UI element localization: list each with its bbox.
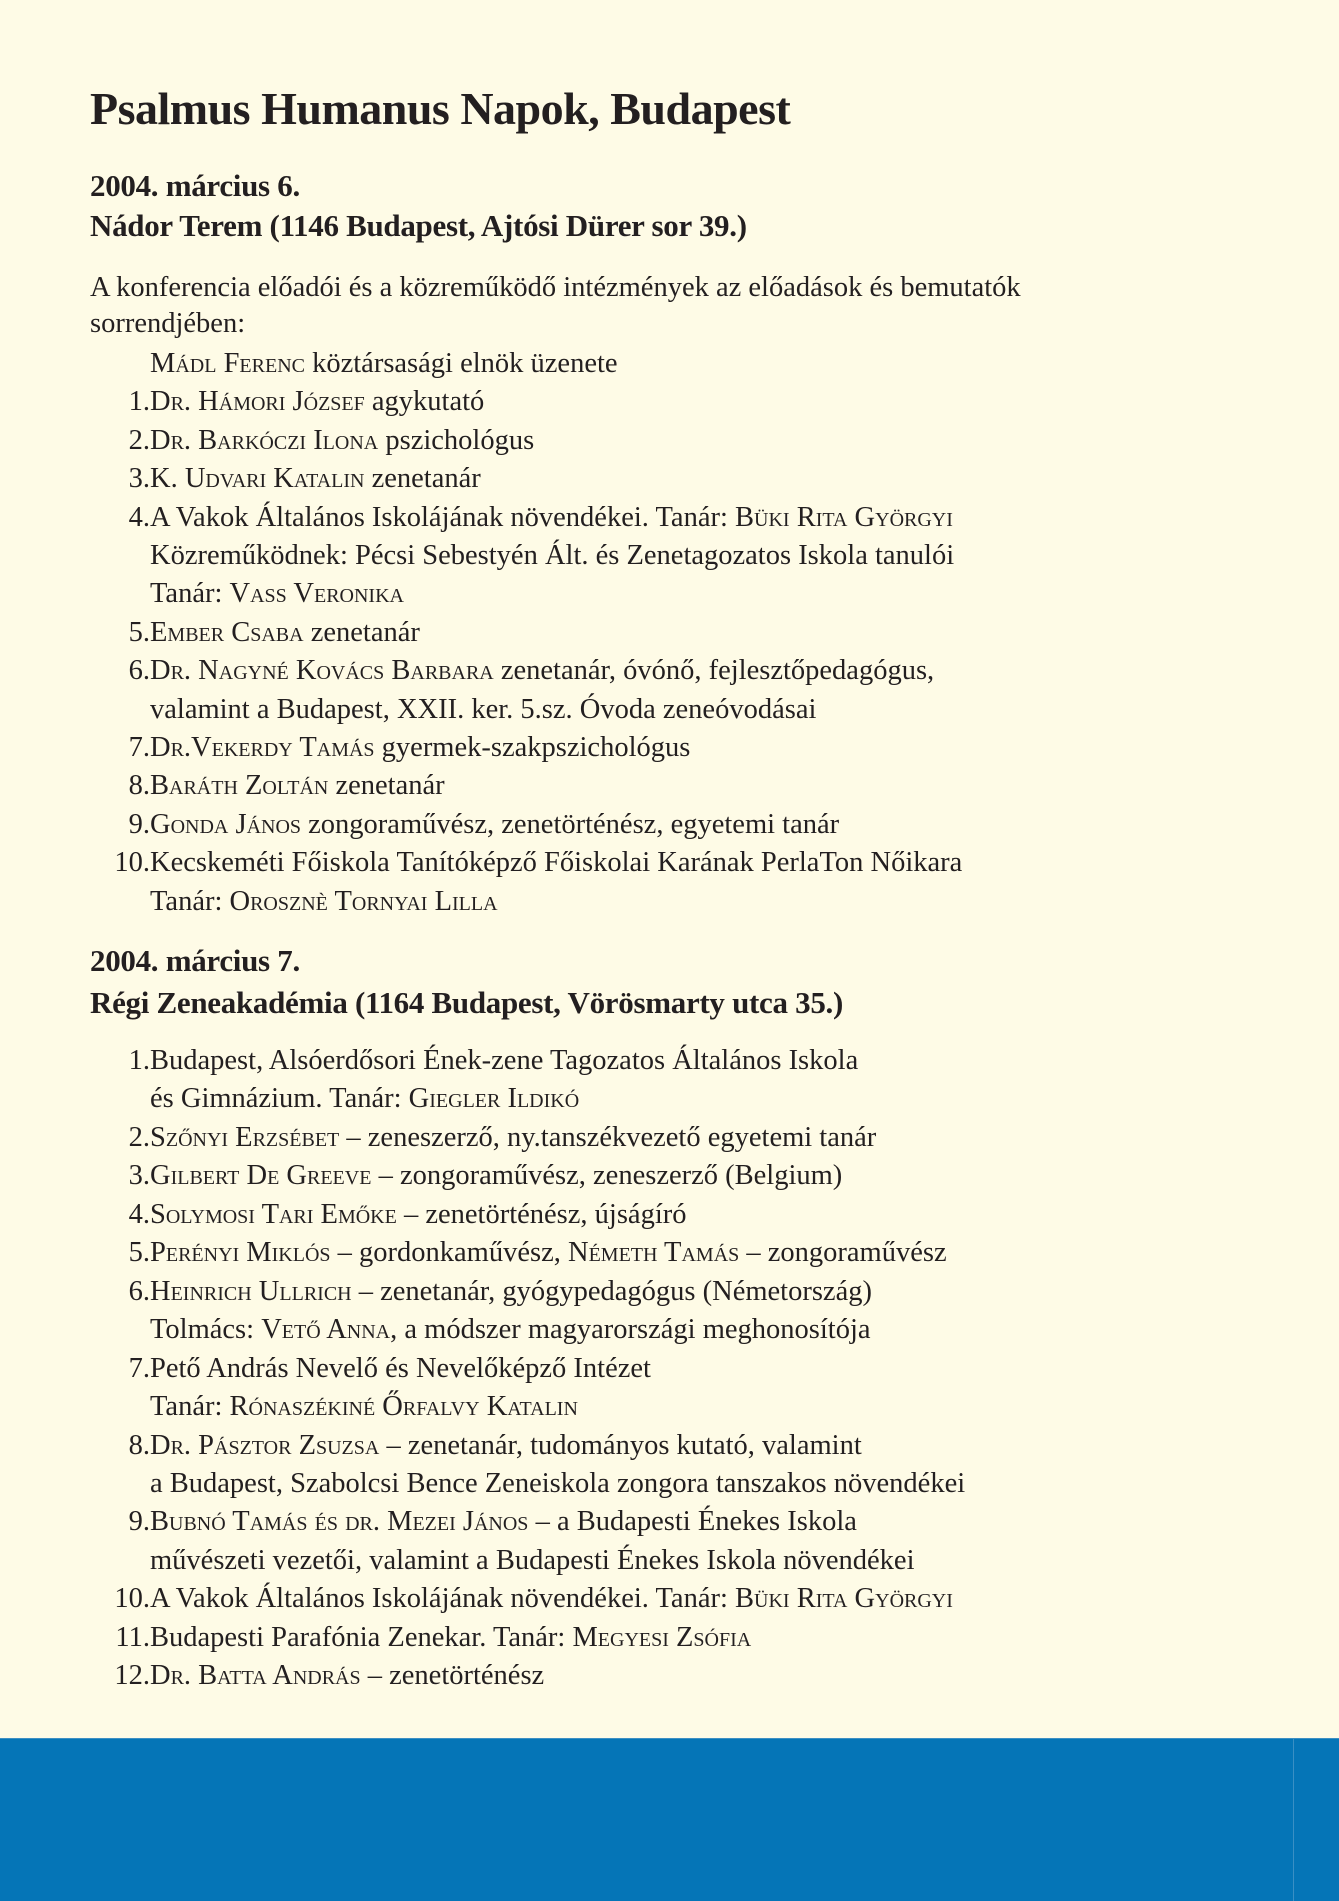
item-description: pszichológus <box>378 424 535 456</box>
person-name: Rónaszékiné Őrfalvy Katalin <box>229 1391 578 1423</box>
program-line <box>0 1158 1339 1194</box>
item-number: 12. <box>114 1660 150 1692</box>
item-description: zenetanár <box>364 463 481 495</box>
day1-date: 2004. március 6. <box>90 168 300 203</box>
person-name: Heinrich Ullrich <box>150 1275 352 1307</box>
item-description: – zongoraművész, zeneszerző (Belgium) <box>371 1160 843 1192</box>
item-description: Tolmács: <box>150 1314 262 1346</box>
person-name: Megyesi Zsófia <box>572 1621 752 1653</box>
program-line <box>0 500 1339 536</box>
person-name: Giegler Ildikó <box>408 1083 580 1115</box>
day2-venue: Régi Zeneakadémia (1164 Budapest, Vörösmarty utca 35.) <box>90 985 844 1020</box>
person-name: Dr. Pásztor Zsuzsa <box>150 1429 380 1461</box>
item-number: 4. <box>128 501 150 533</box>
item-text <box>150 576 404 612</box>
item-number: 8. <box>128 1429 150 1461</box>
item-text <box>150 1235 947 1271</box>
program-line <box>0 615 1339 651</box>
person-name: Büki Rita Györgyi <box>735 1583 953 1615</box>
item-description: A Vakok Általános Iskolájának növendékei. Tanár: <box>150 1583 736 1615</box>
item-text <box>150 1658 544 1694</box>
item-text <box>150 1081 579 1117</box>
program-line <box>0 1504 1339 1540</box>
item-description: – zenetörténész, újságíró <box>396 1198 687 1230</box>
item-number: 6. <box>128 655 150 687</box>
item-text <box>150 384 484 420</box>
person-name: Vass Veronika <box>229 578 404 610</box>
item-number: 1. <box>128 386 150 418</box>
item-description: – zenetanár, gyógypedagógus (Németország) <box>351 1275 872 1307</box>
day2-date: 2004. március 7. <box>90 943 300 978</box>
item-description: zenetanár, óvónő, fejlesztőpedagógus, <box>493 655 935 687</box>
program-line <box>0 1197 1339 1233</box>
program-line <box>0 807 1339 843</box>
item-description: Pető András Nevelő és Nevelőképző Intézet <box>150 1352 651 1384</box>
item-text <box>150 845 962 881</box>
program-line <box>0 1466 1339 1502</box>
item-number: 10. <box>114 1583 150 1615</box>
item-number: 4. <box>128 1198 150 1230</box>
person-name: Vető Anna <box>261 1314 391 1346</box>
item-number: 2. <box>128 424 150 456</box>
item-description: zenetanár <box>328 770 445 802</box>
person-name: Solymosi Tari Emőke <box>150 1198 397 1230</box>
item-text <box>150 653 934 689</box>
item-description: – gordonkaművész, <box>330 1237 568 1269</box>
person-name: Büki Rita Györgyi <box>735 501 953 533</box>
item-description: valamint a Budapest, XXII. ker. 5.sz. Óvoda zeneóvodásai <box>150 693 817 725</box>
person-name: Dr.Vekerdy Tamás <box>150 732 375 763</box>
item-text <box>150 423 534 459</box>
program-line <box>0 884 1339 920</box>
person-name: Dr. Nagyné Kovács Barbara <box>150 655 494 687</box>
item-text <box>150 1543 915 1579</box>
item-text <box>150 1120 876 1156</box>
item-description: – a Budapesti Énekes Iskola <box>528 1506 857 1538</box>
item-number: 7. <box>128 732 150 763</box>
program-line <box>0 1389 1339 1425</box>
item-number: 8. <box>128 770 150 802</box>
item-description: – zeneszerző, ny.tanszékvezető egyetemi tanár <box>339 1121 877 1153</box>
item-text <box>150 1389 578 1425</box>
item-text <box>150 807 839 843</box>
item-number: 5. <box>128 616 150 648</box>
program-line <box>0 1428 1339 1464</box>
item-description: – zenetörténész <box>360 1660 545 1692</box>
person-name: Dr. Barkóczi Ilona <box>150 424 379 456</box>
person-name: Baráth Zoltán <box>150 770 329 802</box>
item-text <box>150 1581 953 1617</box>
item-description: – zongoraművész <box>739 1237 947 1269</box>
person-name: Szőnyi Erzsébet <box>150 1121 340 1153</box>
program-line <box>0 1351 1339 1387</box>
item-number: 10. <box>114 847 150 879</box>
page-title: Psalmus Humanus Napok, Budapest <box>90 83 791 134</box>
item-text <box>150 1428 862 1464</box>
band-divider <box>1293 1739 1294 1901</box>
program-line <box>0 1235 1339 1271</box>
item-description: A Vakok Általános Iskolájának növendékei. Tanár: <box>150 501 736 533</box>
program-line <box>0 1274 1339 1310</box>
item-text <box>150 730 690 766</box>
item-number: 11. <box>115 1621 150 1653</box>
program-line <box>0 538 1339 574</box>
program-line <box>0 1043 1339 1079</box>
program-line <box>0 1658 1339 1694</box>
person-name: Ember Csaba <box>150 616 304 648</box>
item-description: – zenetanár, tudományos kutató, valamint <box>379 1429 862 1461</box>
item-description: művészeti vezetői, valamint a Budapesti Énekes Iskola növendékei <box>150 1544 915 1576</box>
program-line <box>0 1620 1339 1656</box>
person-name: Mádl Ferenc <box>150 348 305 379</box>
item-text <box>150 346 618 382</box>
item-text <box>150 768 445 804</box>
item-number: 3. <box>128 1160 150 1192</box>
item-text <box>150 884 498 920</box>
item-description: zenetanár <box>303 616 420 648</box>
person-name: Perényi Miklós <box>150 1237 331 1269</box>
item-text <box>150 1351 651 1387</box>
item-number: 9. <box>128 808 150 840</box>
program-line <box>0 1543 1339 1579</box>
item-text <box>150 500 953 536</box>
program-line <box>0 692 1339 728</box>
person-name: K. Udvari Katalin <box>150 463 365 495</box>
item-number: 6. <box>128 1275 150 1307</box>
item-number: 3. <box>128 463 150 495</box>
program-line <box>0 1312 1339 1348</box>
item-description: Budapesti Parafónia Zenekar. Tanár: <box>150 1621 573 1653</box>
day1-venue: Nádor Terem (1146 Budapest, Ajtósi Dürer sor 39.) <box>90 208 747 243</box>
program-line <box>0 730 1339 766</box>
program-line <box>0 423 1339 459</box>
item-text <box>150 461 481 497</box>
program-line <box>0 384 1339 420</box>
item-description: gyermek-szakpszichológus <box>374 732 691 763</box>
person-name: Németh Tamás <box>567 1237 740 1269</box>
item-text <box>150 1504 857 1540</box>
item-number: 1. <box>128 1045 150 1076</box>
item-text <box>150 615 420 651</box>
item-text <box>150 1158 842 1194</box>
item-number: 2. <box>128 1121 150 1153</box>
item-description: Kecskeméti Főiskola Tanítóképző Főiskolai Karának PerlaTon Nőikara <box>150 847 963 879</box>
person-name: Gonda János <box>150 808 302 840</box>
person-name: Dr. Hámori József <box>150 386 365 418</box>
item-text <box>150 1312 871 1348</box>
intro-line: A konferencia előadói és a közreműködő intézmények az előadások és bemutatók <box>90 272 1021 303</box>
program-line <box>0 576 1339 612</box>
item-text <box>150 1620 751 1656</box>
item-description: Budapest, Alsóerdősori Ének-zene Tagozatos Általános Iskola <box>150 1045 859 1076</box>
intro-line: sorrendjében: <box>90 308 246 339</box>
program-line <box>0 1120 1339 1156</box>
item-text <box>150 1274 872 1310</box>
program-line <box>0 1581 1339 1617</box>
program-line <box>0 653 1339 689</box>
person-name: Dr. Batta András <box>150 1660 361 1692</box>
item-number: 5. <box>128 1237 150 1269</box>
item-text <box>150 1043 858 1079</box>
item-description: Közreműködnek: Pécsi Sebestyén Ált. és Zenetagozatos Iskola tanulói <box>150 540 955 571</box>
program-line <box>0 461 1339 497</box>
item-description: Tanár: <box>150 578 230 610</box>
item-text <box>150 1197 687 1233</box>
person-name: Gilbert De Greeve <box>150 1160 372 1192</box>
program-line <box>0 845 1339 881</box>
item-description: Tanár: <box>150 885 230 917</box>
item-description: a Budapest, Szabolcsi Bence Zeneiskola zongora tanszakos növendékei <box>150 1467 966 1499</box>
item-number: 9. <box>128 1506 150 1538</box>
item-text <box>150 538 954 574</box>
item-description: Tanár: <box>150 1391 230 1423</box>
person-name: Orosznè Tornyai Lilla <box>229 885 498 917</box>
footer-band <box>0 1738 1339 1901</box>
item-description: agykutató <box>364 386 485 418</box>
item-description: zongoraművész, zenetörténész, egyetemi tanár <box>301 808 840 840</box>
item-text <box>150 1466 965 1502</box>
item-number: 7. <box>128 1352 150 1384</box>
item-text <box>150 692 816 728</box>
program-line <box>0 346 1339 382</box>
person-name: Bubnó Tamás és dr. Mezei János <box>150 1506 529 1538</box>
item-description: és Gimnázium. Tanár: <box>150 1083 409 1115</box>
program-line <box>0 768 1339 804</box>
item-description: köztársasági elnök üzenete <box>304 348 618 379</box>
program-line <box>0 1081 1339 1117</box>
item-description: , a módszer magyarországi meghonosítója <box>390 1314 871 1346</box>
